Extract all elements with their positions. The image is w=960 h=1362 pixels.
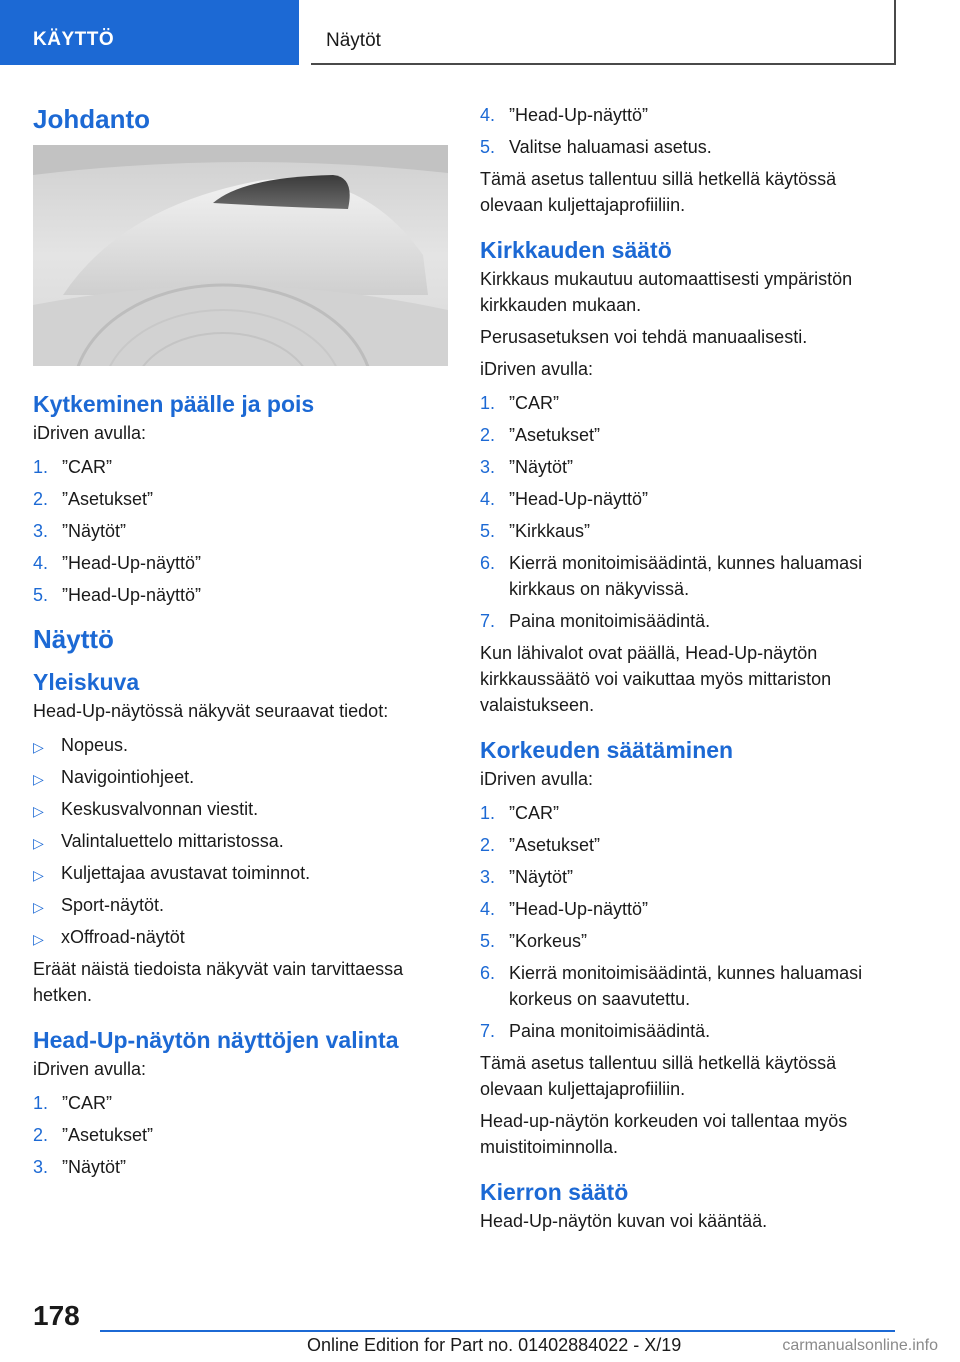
on-off-steps [33, 454, 448, 608]
on-off-heading: Kytkeminen päälle ja pois [33, 391, 315, 417]
list-item: 3. ”Näytöt” [33, 521, 127, 541]
list-item: ▷ Navigointiohjeet. [33, 764, 448, 790]
list-item: 1. ”CAR” [33, 457, 112, 477]
list-item: 3. ”Näytöt” [480, 457, 574, 477]
header-chapter-label: Näytöt [326, 30, 381, 51]
triangle-bullet-icon: ▷ [33, 771, 44, 787]
footer-edition: Online Edition for Part no. 01402884022 - X/19 [307, 1335, 682, 1355]
triangle-bullet-icon: ▷ [33, 899, 44, 915]
hud-photo [33, 145, 448, 366]
list-item: 2. ”Asetukset” [33, 1125, 154, 1145]
list-item: 3. ”Näytöt” [33, 1157, 127, 1177]
overview-heading: Yleiskuva [33, 669, 140, 695]
footer-watermark: carmanualsonline.info [782, 1337, 938, 1354]
list-item: 4. ”Head-Up-näyttö” [33, 553, 202, 573]
hud-photo-illustration [33, 145, 448, 366]
list-item: 4. ”Head-Up-näyttö” [480, 105, 649, 125]
right-column [480, 100, 900, 1240]
display-heading: Näyttö [33, 624, 114, 654]
on-off-lead: iDriven avulla: [33, 423, 147, 443]
list-item: 2. ”Asetukset” [480, 835, 601, 855]
brightness-p1: Kirkkaus mukautuu automaattisesti ympäristön kirkkauden mukaan. [480, 269, 853, 315]
height-steps [480, 800, 900, 1044]
list-item: 5. ”Kirkkaus” [480, 521, 591, 541]
list-item: 5. ”Korkeus” [480, 931, 588, 951]
triangle-bullet-icon: ▷ [33, 867, 44, 883]
triangle-bullet-icon: ▷ [33, 835, 44, 851]
list-item: 2. ”Asetukset” [480, 425, 601, 445]
height-note-1: Tämä asetus tallentuu sillä hetkellä käytössä olevaan kuljettajaprofiiliin. [480, 1053, 837, 1099]
selection-note: Tämä asetus tallentuu sillä hetkellä käytössä olevaan kuljettajaprofiiliin. [480, 169, 837, 215]
list-item: ▷ Sport-näytöt. [33, 892, 448, 918]
overview-lead: Head-Up-näytössä näkyvät seuraavat tiedot: [33, 701, 389, 721]
selection-steps-continued [480, 102, 900, 160]
selection-heading: Head-Up-näytön näyttöjen valinta [33, 1027, 399, 1053]
list-item: ▷ Valintaluettelo mittaristossa. [33, 828, 448, 854]
footer-divider [100, 1330, 895, 1332]
list-item: 7. Paina monitoimisäädintä. [480, 1021, 711, 1041]
selection-steps [33, 1090, 448, 1180]
overview-note: Eräät näistä tiedoista näkyvät vain tarvittaessa hetken. [33, 959, 404, 1005]
list-item: 7. Paina monitoimisäädintä. [480, 611, 711, 631]
intro-heading: Johdanto [33, 104, 150, 134]
height-heading: Korkeuden säätäminen [480, 737, 734, 763]
list-item: ▷ Kuljettajaa avustavat toiminnot. [33, 860, 448, 886]
height-note-2: Head-up-näytön korkeuden voi tallentaa myös muistitoiminnolla. [480, 1111, 848, 1157]
brightness-lead: iDriven avulla: [480, 359, 594, 379]
brightness-heading: Kirkkauden säätö [480, 237, 672, 263]
list-item: 6. Kierrä monitoimisäädintä, kunnes haluamasi korkeus on saavutettu. [480, 963, 863, 1009]
list-item: 2. ”Asetukset” [33, 489, 154, 509]
triangle-bullet-icon: ▷ [33, 931, 44, 947]
list-item: ▷ Keskusvalvonnan viestit. [33, 796, 448, 822]
header-chapter-box [311, 0, 896, 65]
header-section-tab [0, 0, 299, 65]
triangle-bullet-icon: ▷ [33, 803, 44, 819]
list-item: 4. ”Head-Up-näyttö” [480, 899, 649, 919]
list-item: 5. Valitse haluamasi asetus. [480, 137, 712, 157]
list-item: 1. ”CAR” [480, 803, 559, 823]
selection-lead: iDriven avulla: [33, 1059, 147, 1079]
list-item: ▷ xOffroad-näytöt [33, 924, 448, 950]
overview-list [33, 732, 448, 950]
left-column [33, 100, 448, 1186]
list-item: 4. ”Head-Up-näyttö” [480, 489, 649, 509]
rotation-heading: Kierron säätö [480, 1179, 629, 1205]
list-item: 3. ”Näytöt” [480, 867, 574, 887]
page-number: 178 [33, 1300, 80, 1331]
header-section-label: KÄYTTÖ [33, 29, 115, 50]
list-item: 1. ”CAR” [33, 1093, 112, 1113]
height-lead: iDriven avulla: [480, 769, 594, 789]
list-item: 6. Kierrä monitoimisäädintä, kunnes haluamasi kirkkaus on näkyvissä. [480, 553, 863, 599]
brightness-p2: Perusasetuksen voi tehdä manuaalisesti. [480, 327, 808, 347]
list-item: 5. ”Head-Up-näyttö” [33, 585, 202, 605]
triangle-bullet-icon: ▷ [33, 739, 44, 755]
brightness-note: Kun lähivalot ovat päällä, Head-Up-näytön kirkkaussäätö voi vaikuttaa myös mittariston valaistukseen. [480, 643, 832, 715]
brightness-steps [480, 390, 900, 634]
rotation-p1: Head-Up-näytön kuvan voi kääntää. [480, 1211, 768, 1231]
list-item: 1. ”CAR” [480, 393, 559, 413]
list-item: ▷ Nopeus. [33, 732, 448, 758]
